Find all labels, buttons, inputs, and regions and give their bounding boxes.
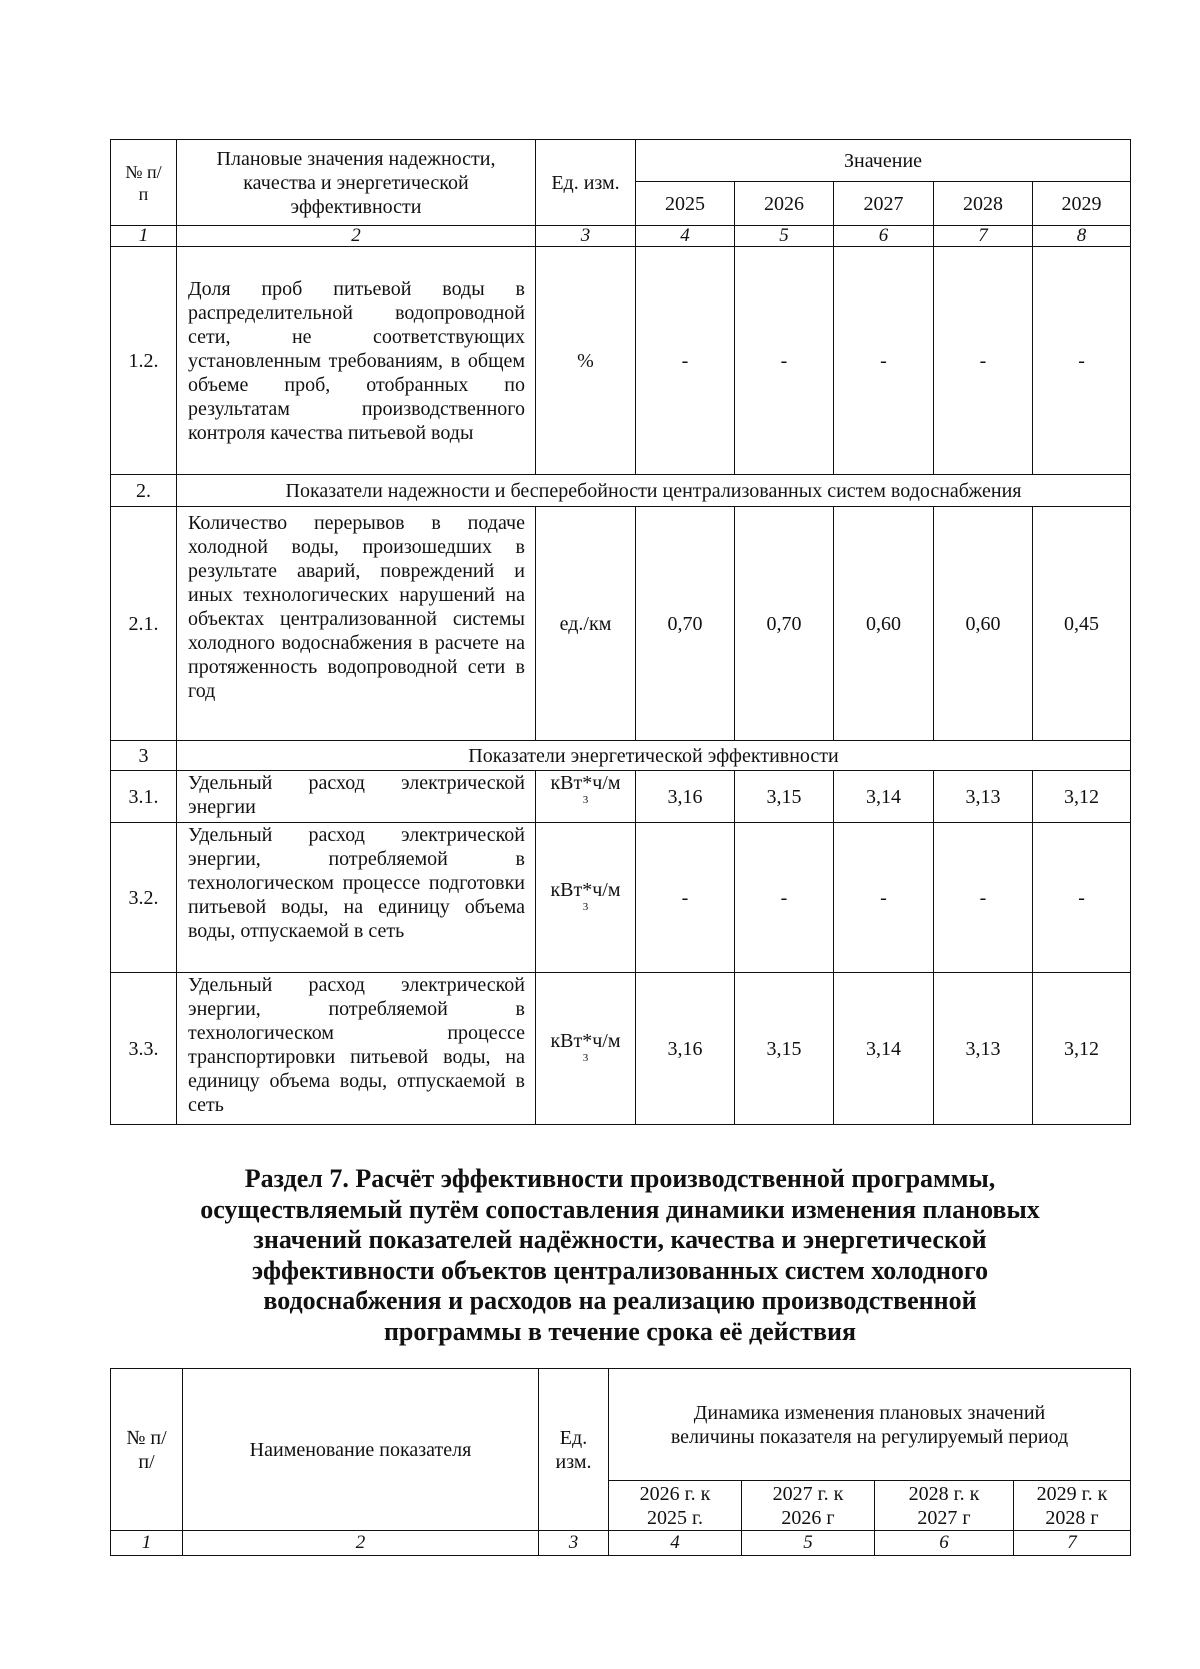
header-num: № п/п: [111, 140, 177, 226]
row-value: -: [636, 247, 735, 475]
column-index: 7: [934, 226, 1033, 247]
table-row: [111, 771, 1131, 823]
section-num: 2.: [111, 475, 177, 507]
unit-label: кВт*ч/м 3: [550, 1029, 621, 1064]
row-value: 3,16: [636, 973, 735, 1125]
header-year: 2027: [834, 182, 934, 226]
column-index: 5: [742, 1531, 875, 1556]
row-name: Удельный расход электрической энергии: [177, 771, 536, 823]
section-title: Показатели энергетической эффективности: [177, 741, 1131, 771]
unit-label: кВт*ч/м 3: [550, 878, 621, 913]
row-value: -: [934, 247, 1033, 475]
header-name: Плановые значения надежности, качества и энергетической эффективности: [177, 140, 536, 226]
column-index: 1: [111, 226, 177, 247]
header-year: 2028: [934, 182, 1033, 226]
column-index: 8: [1033, 226, 1131, 247]
row-num: 3.2.: [111, 823, 177, 973]
table-row: [111, 973, 1131, 1125]
heading-line: водоснабжения и расходов на реализацию производственной: [263, 1286, 977, 1316]
row-unit: [536, 973, 636, 1125]
row-value: -: [934, 823, 1033, 973]
header-period: 2027 г. к 2026 г: [742, 1481, 875, 1531]
row-value: 0,60: [834, 507, 934, 741]
row-value: -: [1033, 247, 1131, 475]
column-index: 5: [735, 226, 834, 247]
column-index: 2: [183, 1531, 539, 1556]
header-num: № п/п/: [111, 1369, 183, 1531]
row-unit: [536, 771, 636, 823]
table-row: [111, 507, 1131, 741]
section-row: [111, 741, 1131, 771]
unit-label: кВт*ч/м 3: [550, 772, 621, 806]
row-num: 1.2.: [111, 247, 177, 475]
row-value: 3,16: [636, 771, 735, 823]
row-value: 3,15: [735, 973, 834, 1125]
section-row: [111, 475, 1131, 507]
column-index: 3: [539, 1531, 609, 1556]
header-year: 2029: [1033, 182, 1131, 226]
row-value: 0,70: [636, 507, 735, 741]
table-row: [111, 247, 1131, 475]
header-value: Значение: [636, 140, 1131, 182]
header-year: 2025: [636, 182, 735, 226]
row-num: 2.1.: [111, 507, 177, 741]
row-value: 3,12: [1033, 771, 1131, 823]
column-index: 6: [834, 226, 934, 247]
table-row: [111, 823, 1131, 973]
row-value: -: [834, 823, 934, 973]
column-index: 6: [875, 1531, 1014, 1556]
header-year: 2026: [735, 182, 834, 226]
row-num: 3.1.: [111, 771, 177, 823]
row-name: Доля проб питьевой воды в распределительной водопроводной сети, не соответствующих установленным требованиям, в общем объеме проб, отобранных по результатам производственного контроля качества питьевой воды: [177, 247, 536, 475]
row-value: 3,14: [834, 973, 934, 1125]
section-num: 3: [111, 741, 177, 771]
header-period: 2026 г. к 2025 г.: [609, 1481, 742, 1531]
column-index: 3: [536, 226, 636, 247]
row-value: 3,13: [934, 973, 1033, 1125]
indicators-table: [110, 139, 1131, 1125]
heading-line: эффективности объектов централизованных систем холодного: [251, 1255, 989, 1285]
row-value: 0,45: [1033, 507, 1131, 741]
dynamics-table: [110, 1368, 1131, 1556]
row-unit: [536, 823, 636, 973]
heading-line: программы в течение срока её действия: [383, 1316, 857, 1346]
row-name: Удельный расход электрической энергии, потребляемой в технологическом процессе транспортировки питьевой воды, на единицу объема воды, отпускаемой в сеть: [177, 973, 536, 1125]
row-value: 0,60: [934, 507, 1033, 741]
header-period: 2029 г. к 2028 г: [1014, 1481, 1131, 1531]
row-name: Количество перерывов в подаче холодной воды, произошедших в результате аварий, повреждений и иных технологических нарушений на объектах централизованной системы холодного водоснабжения в расчете на протяженность водопроводной сети в год: [177, 507, 536, 741]
column-index: 7: [1014, 1531, 1131, 1556]
row-value: 3,14: [834, 771, 934, 823]
row-value: 3,13: [934, 771, 1033, 823]
row-value: -: [735, 823, 834, 973]
row-value: -: [834, 247, 934, 475]
column-index: 4: [636, 226, 735, 247]
row-value: -: [735, 247, 834, 475]
row-num: 3.3.: [111, 973, 177, 1125]
section-title: Показатели надежности и бесперебойности централизованных систем водоснабжения: [177, 475, 1131, 507]
column-index: 2: [177, 226, 536, 247]
row-value: 3,12: [1033, 973, 1131, 1125]
header-unit: Ед. изм.: [536, 140, 636, 226]
row-name: Удельный расход электрической энергии, потребляемой в технологическом процессе подготовки питьевой воды, на единицу объема воды, отпускаемой в сеть: [177, 823, 536, 973]
row-value: -: [1033, 823, 1131, 973]
heading-line: Раздел 7. Расчёт эффективности производственной программы,: [244, 1164, 996, 1193]
header-unit: Ед. изм.: [539, 1369, 609, 1531]
heading-line: осуществляемый путём сопоставления динамики изменения плановых: [200, 1194, 1040, 1224]
section-7-heading: [120, 1164, 1120, 1348]
header-dynamics: Динамика изменения плановых значений величины показателя на регулируемый период: [609, 1369, 1131, 1481]
header-period: 2028 г. к 2027 г: [875, 1481, 1014, 1531]
row-value: -: [636, 823, 735, 973]
header-name: Наименование показателя: [183, 1369, 539, 1531]
row-unit: ед./км: [536, 507, 636, 741]
row-value: 0,70: [735, 507, 834, 741]
row-unit: %: [536, 247, 636, 475]
column-index: 1: [111, 1531, 183, 1556]
heading-line: значений показателей надёжности, качества и энергетической: [253, 1225, 987, 1255]
row-value: 3,15: [735, 771, 834, 823]
column-index: 4: [609, 1531, 742, 1556]
